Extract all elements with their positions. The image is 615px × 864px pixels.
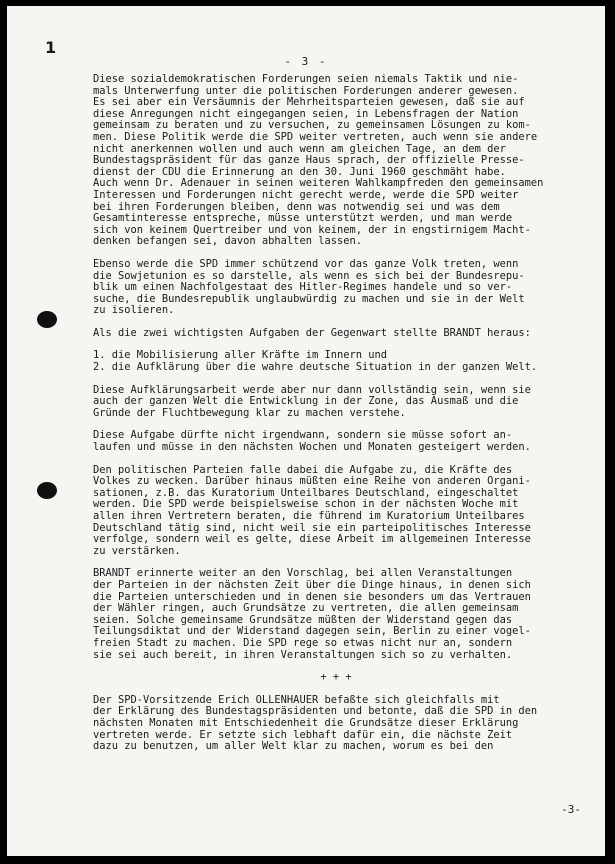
text-line: Bundestagspräsident für das ganze Haus sprach, der offizielle Presse- <box>93 154 525 167</box>
text-line: 1. die Mobilisierung aller Kräfte im Innern und <box>93 349 388 362</box>
text-line: vertreten werde. Er setzte sich lebhaft dafür ein, die nächste Zeit <box>93 728 513 741</box>
text-line: verfolge, sondern weil es gelte, diese Arbeit im allgemeinen Interesse <box>93 533 531 546</box>
paragraph <box>93 350 579 373</box>
text-line: sie sei auch bereit, in ihren Veranstaltungen sich so zu verhalten. <box>93 648 513 661</box>
page-number: - 3 - <box>284 55 328 68</box>
paragraph-list <box>93 74 579 661</box>
text-line: sich von keinem Quertreiber und von keinem, der in engstirnigem Macht- <box>93 223 531 236</box>
text-line: sationen, z.B. das Kuratorium Unteilbares Deutschland, eingeschaltet <box>93 486 519 499</box>
paragraph <box>93 328 579 340</box>
text-line: Teilungsdiktat und der Widerstand dagegen sein, Berlin zu einer vogel- <box>93 625 531 638</box>
text-line: seien. Solche gemeinsame Grundsätze müßten der Widerstand gegen das <box>93 613 513 626</box>
footer-page-ref: -3- <box>561 803 581 817</box>
text-line: der Wähler ringen, auch Grundsätze zu vertreten, die allen gemeinsam <box>93 602 519 615</box>
text-line: nächsten Monaten mit Entschiedenheit die Grundsätze dieser Erklärung <box>93 716 519 729</box>
text-line: blik um einen Nachfolgestaat des Hitler-Regimes handele und so ver- <box>93 281 513 294</box>
text-line: Diese sozialdemokratischen Forderungen seien niemals Taktik und nie- <box>93 73 519 85</box>
punch-hole-bottom <box>37 482 57 499</box>
paragraph <box>93 385 579 420</box>
text-line: men. Diese Politik werde die SPD weiter vertreten, auch wenn sie andere <box>93 130 538 143</box>
text-line: freien Stadt zu machen. Die SPD rege so etwas nicht nur an, sondern <box>93 636 513 649</box>
text-line: diese Anregungen nicht eingegangen seien, in Lebensfragen der Nation <box>93 107 519 120</box>
text-line: Gründe der Fluchtbewegung klar zu machen verstehe. <box>93 406 406 419</box>
text-line: dienst der CDU die Erinnerung an den 30. Juni 1960 geschmäht habe. <box>93 165 506 178</box>
text-line: werden. Die SPD werde beispielsweise schon in der nächsten Woche mit <box>93 498 519 511</box>
text-line: auch der ganzen Welt die Entwicklung in der Zone, das Ausmaß und die <box>93 395 519 408</box>
paragraph <box>93 568 579 661</box>
text-line: suche, die Bundesrepublik unglaubwürdig zu machen und sie in der Welt <box>93 292 525 305</box>
text-line: Ebenso werde die SPD immer schützend vor das ganze Volk treten, wenn <box>93 257 519 270</box>
margin-mark: 1 <box>45 38 57 57</box>
text-line: Der SPD-Vorsitzende Erich OLLENHAUER befaßte sich gleichfalls mit <box>93 693 500 706</box>
text-line: Diese Aufklärungsarbeit werde aber nur dann vollständig sein, wenn sie <box>93 383 531 396</box>
paragraph <box>93 430 579 453</box>
paragraph <box>93 259 579 317</box>
text-line: Volkes zu wecken. Darüber hinaus müßten eine Reihe von anderen Organi- <box>93 475 531 488</box>
text-line: bei ihren Forderungen bleiben, denn was notwendig sei und was dem <box>93 200 500 213</box>
text-line: denken befangen sei, davon abhalten lassen. <box>93 235 362 248</box>
text-line: nicht anerkennen wollen und auch wenn am gleichen Tage, an dem der <box>93 142 506 155</box>
text-line: der Erklärung des Bundestagspräsidenten und betonte, daß die SPD in den <box>93 705 538 718</box>
closing-paragraph <box>93 695 579 753</box>
text-line: allen ihren Vertretern beraten, die führend im Kuratorium Unteilbares <box>93 510 525 522</box>
text-line: laufen und müsse in den nächsten Wochen und Monaten gesteigert werden. <box>93 441 531 454</box>
text-line: Diese Aufgabe dürfte nicht irgendwann, sondern sie müsse sofort an- <box>93 429 513 442</box>
text-line: Als die zwei wichtigsten Aufgaben der Gegenwart stellte BRANDT heraus: <box>93 326 531 339</box>
text-line: gemeinsam zu beraten und zu versuchen, zu gemeinsamen Lösungen zu kom- <box>93 119 531 132</box>
text-line: die Parteien unterschieden und in denen sie besonders um das Vertrauen <box>93 590 531 603</box>
text-line: Deutschland tätig sind, nicht weil sie ein parteipolitisches Interesse <box>93 521 531 534</box>
text-line: mals Unterwerfung unter die politischen Forderungen anderer gewesen. <box>93 84 519 97</box>
paragraph <box>93 74 579 248</box>
paragraph <box>93 465 579 558</box>
text-line: 2. die Aufklärung über die wahre deutsche Situation in der ganzen Welt. <box>93 361 538 374</box>
text-line: der Parteien in der nächsten Zeit über die Dinge hinaus, in denen sich <box>93 578 531 591</box>
text-line: BRANDT erinnerte weiter an den Vorschlag, bei allen Veranstaltungen <box>93 567 513 580</box>
text-line: dazu zu benutzen, um aller Welt klar zu machen, worum es bei den <box>93 740 494 753</box>
section-separator: + + + <box>320 671 352 684</box>
document-page <box>7 6 605 856</box>
punch-hole-top <box>37 311 57 328</box>
text-line: die Sowjetunion es so darstelle, als wenn es sich bei der Bundesrepu- <box>93 269 525 282</box>
text-line: zu verstärken. <box>93 544 181 557</box>
text-line: Auch wenn Dr. Adenauer in seinen weiteren Wahlkampfreden den gemeinsamen <box>93 177 544 190</box>
text-line: Es sei aber ein Versäumnis der Mehrheitsparteien gewesen, daß sie auf <box>93 96 525 109</box>
text-line: Gesamtinteresse entspreche, müsse unterstützt werden, und man werde <box>93 212 513 225</box>
document-body <box>93 74 579 764</box>
text-line: zu isolieren. <box>93 304 175 317</box>
text-line: Den politischen Parteien falle dabei die Aufgabe zu, die Kräfte des <box>93 463 513 476</box>
text-line: Interessen und Forderungen nicht gerecht werde, werde die SPD weiter <box>93 188 519 201</box>
